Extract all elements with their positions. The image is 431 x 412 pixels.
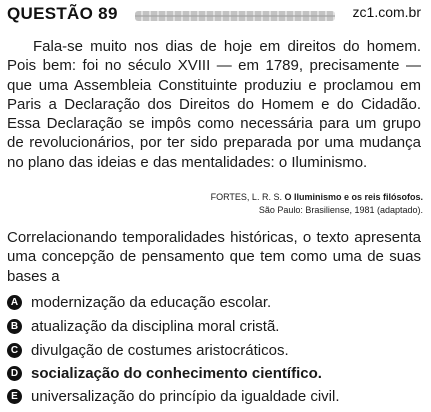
reference-work: O Iluminismo e os reis filósofos.: [284, 192, 423, 202]
option-text-d: socialização do conhecimento científico.: [31, 365, 322, 382]
option-letter-d: D: [7, 366, 22, 381]
option-e[interactable]: [7, 387, 340, 406]
reference-line-1: [211, 192, 423, 202]
option-letter-e: E: [7, 389, 22, 404]
site-watermark: zc1.com.br: [352, 4, 421, 20]
option-c[interactable]: [7, 341, 289, 360]
option-text-b: atualização da disciplina moral cristã.: [31, 318, 280, 335]
option-text-c: divulgação de costumes aristocráticos.: [31, 342, 289, 359]
option-b[interactable]: [7, 317, 279, 336]
option-d[interactable]: [7, 364, 322, 383]
option-a[interactable]: [7, 293, 271, 312]
option-letter-b: B: [7, 319, 22, 334]
option-text-e: universalização do princípio da igualdade civil.: [31, 388, 340, 405]
passage-text: Fala-se muito nos dias de hoje em direitos do homem. Pois bem: foi no século XVIII — em 1789, precisamente — que uma Assembleia Constituinte produziu e proclamou em Paris a Declaração dos Direitos do Homem e do Cidadão. Essa Declaração se impôs como necessária para um grupo de revolucionários, por ter sido preparada por uma mudança no plano das ideias e das mentalidades: o Iluminismo.: [7, 38, 421, 171]
decorative-divider: [135, 11, 335, 21]
question-label: QUESTÃO 89: [7, 4, 118, 23]
reference-author: FORTES, L. R. S.: [210, 192, 282, 202]
option-letter-c: C: [7, 343, 22, 358]
option-text-a: modernização da educação escolar.: [31, 294, 272, 311]
reference-publication: São Paulo: Brasiliense, 1981 (adaptado).: [258, 205, 423, 215]
option-letter-a: A: [7, 295, 22, 310]
question-header: [7, 4, 425, 26]
question-prompt: Correlacionando temporalidades históricas, o texto apresenta uma concepção de pensamento que tem como uma de suas bases a: [7, 229, 421, 285]
